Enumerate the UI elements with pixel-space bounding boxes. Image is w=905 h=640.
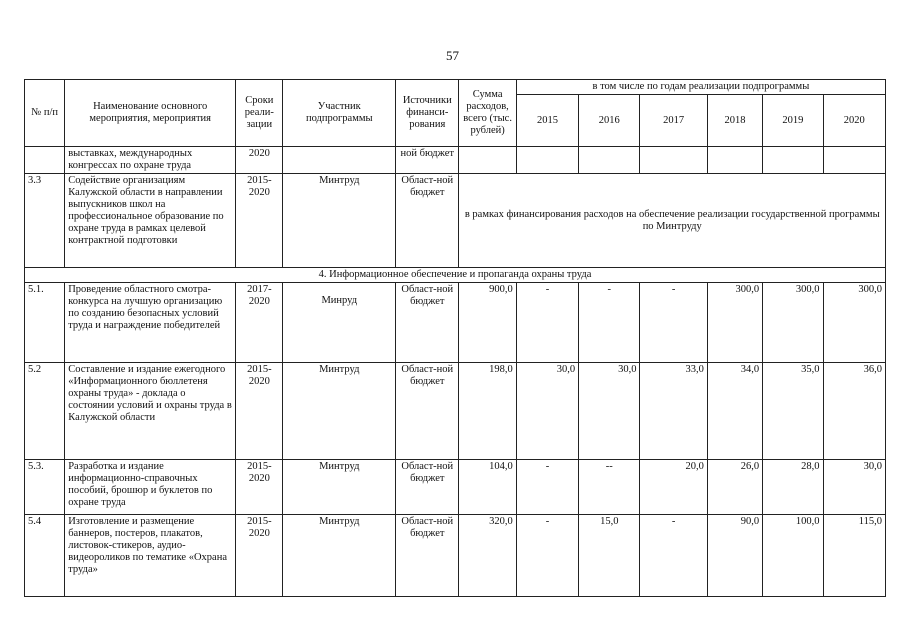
table-row	[25, 515, 886, 597]
year-header: 2019	[763, 95, 823, 147]
col-name-header: Наименование основного мероприятия, мероприятия	[65, 80, 236, 147]
year-header: 2017	[640, 95, 707, 147]
col-participant-header: Участник подпрограммы	[283, 80, 396, 147]
col-sources-header: Источники финанси-рования	[396, 80, 459, 147]
cell-participant: Минтруд	[283, 460, 396, 515]
cell-year: 28,0	[763, 460, 823, 515]
cell-term: 2015-2020	[236, 515, 283, 597]
table-row	[25, 147, 886, 174]
cell-term: 2015-2020	[236, 174, 283, 268]
program-table	[24, 79, 886, 597]
cell-year: 20,0	[640, 460, 707, 515]
cell-year: 36,0	[823, 363, 886, 460]
cell-sum	[459, 147, 516, 174]
financing-note: в рамках финансирования расходов на обеспечение реализации государственной программы по Минтруду	[459, 174, 886, 268]
cell-participant: Минруд	[283, 283, 396, 363]
cell-num: 5.3.	[25, 460, 65, 515]
cell-year: -	[640, 283, 707, 363]
cell-year: 300,0	[823, 283, 886, 363]
cell-term: 2020	[236, 147, 283, 174]
cell-term: 2015-2020	[236, 363, 283, 460]
cell-num: 5.4	[25, 515, 65, 597]
cell-year	[823, 147, 886, 174]
cell-year	[707, 147, 762, 174]
cell-year: 100,0	[763, 515, 823, 597]
section-row	[25, 268, 886, 283]
table-row	[25, 460, 886, 515]
cell-year	[640, 147, 707, 174]
cell-num: 5.1.	[25, 283, 65, 363]
header-row-1	[25, 80, 886, 95]
cell-source: Област-ной бюджет	[396, 460, 459, 515]
cell-year: -	[516, 460, 578, 515]
table-row	[25, 283, 886, 363]
table-row	[25, 174, 886, 268]
year-header: 2020	[823, 95, 886, 147]
col-num-header: № п/п	[25, 80, 65, 147]
cell-term: 2017-2020	[236, 283, 283, 363]
cell-name: Содействие организациям Калужской области в направлении выпускников школ на профессиональное образование по охране труда в рамках целевой контрактной подготовки	[65, 174, 236, 268]
cell-year: 33,0	[640, 363, 707, 460]
cell-source: Област-ной бюджет	[396, 283, 459, 363]
year-header: 2018	[707, 95, 762, 147]
cell-year: -	[640, 515, 707, 597]
cell-name: Разработка и издание информационно-справочных пособий, брошюр и буклетов по охране труда	[65, 460, 236, 515]
col-sum-header: Сумма расходов, всего (тыс. рублей)	[459, 80, 516, 147]
cell-year: 300,0	[707, 283, 762, 363]
cell-year	[516, 147, 578, 174]
cell-year: --	[579, 460, 640, 515]
page-number: 57	[446, 48, 459, 63]
cell-name: выставках, международных конгрессах по охране труда	[65, 147, 236, 174]
cell-year: -	[516, 283, 578, 363]
cell-year: 300,0	[763, 283, 823, 363]
cell-name: Проведение областного смотра-конкурса на лучшую организацию по созданию безопасных условий труда и награждение победителей	[65, 283, 236, 363]
cell-year	[763, 147, 823, 174]
table-row	[25, 363, 886, 460]
cell-year: 90,0	[707, 515, 762, 597]
by-years-header: в том числе по годам реализации подпрограммы	[516, 80, 885, 95]
cell-participant: Минтруд	[283, 174, 396, 268]
cell-year: -	[579, 283, 640, 363]
cell-sum: 198,0	[459, 363, 516, 460]
cell-participant: Минтруд	[283, 363, 396, 460]
cell-source: Област-ной бюджет	[396, 174, 459, 268]
cell-year: 30,0	[579, 363, 640, 460]
section-title: 4. Информационное обеспечение и пропаганда охраны труда	[25, 268, 886, 283]
cell-year: 15,0	[579, 515, 640, 597]
cell-name: Составление и издание ежегодного «Информационного бюллетеня охраны труда» - доклада о состоянии условий и охраны труда в Калужской области	[65, 363, 236, 460]
cell-year	[579, 147, 640, 174]
cell-year: 30,0	[516, 363, 578, 460]
cell-year: 26,0	[707, 460, 762, 515]
year-header: 2015	[516, 95, 578, 147]
cell-num	[25, 147, 65, 174]
cell-year: 115,0	[823, 515, 886, 597]
year-header: 2016	[579, 95, 640, 147]
cell-source: Област-ной бюджет	[396, 515, 459, 597]
cell-sum: 104,0	[459, 460, 516, 515]
cell-num: 3.3	[25, 174, 65, 268]
cell-source: ной бюджет	[396, 147, 459, 174]
cell-year: 35,0	[763, 363, 823, 460]
cell-participant	[283, 147, 396, 174]
cell-sum: 900,0	[459, 283, 516, 363]
cell-participant: Минтруд	[283, 515, 396, 597]
cell-term: 2015-2020	[236, 460, 283, 515]
cell-year: 34,0	[707, 363, 762, 460]
cell-source: Област-ной бюджет	[396, 363, 459, 460]
cell-num: 5.2	[25, 363, 65, 460]
cell-year: -	[516, 515, 578, 597]
col-terms-header: Сроки реали-зации	[236, 80, 283, 147]
cell-year: 30,0	[823, 460, 886, 515]
cell-name: Изготовление и размещение баннеров, постеров, плакатов, листовок-стикеров, аудио-видеороликов по тематике «Охрана труда»	[65, 515, 236, 597]
cell-sum: 320,0	[459, 515, 516, 597]
